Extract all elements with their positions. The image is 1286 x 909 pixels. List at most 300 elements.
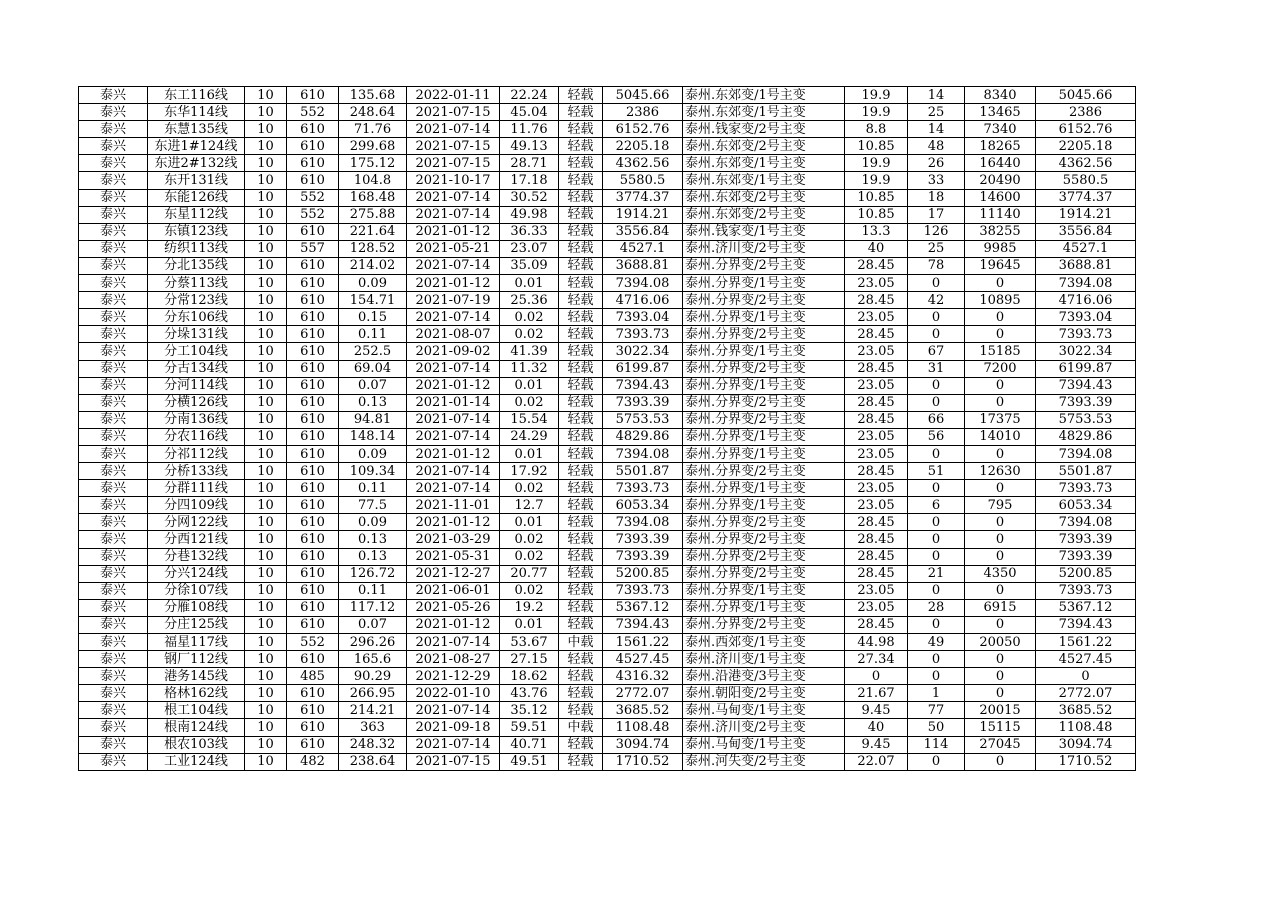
cell-county: 泰兴	[79, 326, 148, 343]
cell-voltage: 10	[245, 155, 287, 172]
cell-remaining-capacity: 7393.73	[1036, 480, 1136, 497]
cell-rated-capacity: 610	[287, 548, 339, 565]
cell-substation-transformer: 泰州.分界变/2号主变	[683, 394, 845, 411]
table-row	[79, 138, 1136, 155]
cell-user-capacity: 0	[965, 480, 1036, 497]
cell-substation-transformer: 泰州.马甸变/1号主变	[683, 736, 845, 753]
cell-line-name: 港务145线	[148, 668, 245, 685]
cell-max-load: 117.12	[339, 599, 407, 616]
cell-load-rate: 59.51	[500, 719, 559, 736]
cell-user-count: 25	[908, 104, 965, 121]
table-row	[79, 155, 1136, 172]
cell-remaining-capacity: 3774.37	[1036, 189, 1136, 206]
cell-load-rate: 0.02	[500, 309, 559, 326]
cell-available-capacity: 7394.08	[603, 445, 683, 462]
cell-max-load: 275.88	[339, 206, 407, 223]
cell-remaining-capacity: 7394.43	[1036, 616, 1136, 633]
cell-user-capacity: 12630	[965, 463, 1036, 480]
cell-load-rate: 40.71	[500, 736, 559, 753]
cell-line-name: 分西121线	[148, 531, 245, 548]
cell-load-rate: 28.71	[500, 155, 559, 172]
cell-county: 泰兴	[79, 685, 148, 702]
table-row	[79, 104, 1136, 121]
cell-max-load: 0.09	[339, 445, 407, 462]
cell-load-rate: 25.36	[500, 292, 559, 309]
cell-load-status: 轻载	[559, 172, 603, 189]
cell-user-count: 14	[908, 87, 965, 104]
cell-rated-capacity: 610	[287, 599, 339, 616]
cell-user-capacity: 13465	[965, 104, 1036, 121]
cell-line-name: 东工116线	[148, 87, 245, 104]
cell-line-name: 根农103线	[148, 736, 245, 753]
cell-peak-date: 2021-07-14	[407, 411, 500, 428]
cell-line-name: 分四109线	[148, 497, 245, 514]
cell-max-load: 0.11	[339, 326, 407, 343]
cell-load-rate: 30.52	[500, 189, 559, 206]
cell-remaining-capacity: 7393.04	[1036, 309, 1136, 326]
cell-rated-capacity: 557	[287, 240, 339, 257]
cell-rated-capacity: 610	[287, 87, 339, 104]
cell-user-capacity: 8340	[965, 87, 1036, 104]
cell-remaining-capacity: 7394.08	[1036, 514, 1136, 531]
cell-county: 泰兴	[79, 189, 148, 206]
cell-peak-date: 2021-07-14	[407, 463, 500, 480]
cell-substation-transformer: 泰州.分界变/1号主变	[683, 599, 845, 616]
cell-load-status: 轻载	[559, 548, 603, 565]
cell-peak-date: 2021-03-29	[407, 531, 500, 548]
cell-substation-transformer: 泰州.分界变/1号主变	[683, 582, 845, 599]
cell-load-status: 轻载	[559, 189, 603, 206]
cell-available-capacity: 1914.21	[603, 206, 683, 223]
cell-peak-date: 2021-07-15	[407, 753, 500, 770]
cell-peak-date: 2021-11-01	[407, 497, 500, 514]
cell-county: 泰兴	[79, 599, 148, 616]
cell-user-capacity: 0	[965, 685, 1036, 702]
cell-substation-transformer: 泰州.分界变/1号主变	[683, 343, 845, 360]
cell-max-load: 0.07	[339, 377, 407, 394]
cell-load-rate: 0.02	[500, 326, 559, 343]
cell-available-capacity: 5501.87	[603, 463, 683, 480]
cell-user-count: 0	[908, 514, 965, 531]
cell-transformer-load-rate: 9.45	[845, 736, 908, 753]
cell-transformer-load-rate: 40	[845, 240, 908, 257]
cell-line-name: 东星112线	[148, 206, 245, 223]
cell-user-count: 48	[908, 138, 965, 155]
cell-rated-capacity: 610	[287, 343, 339, 360]
cell-rated-capacity: 610	[287, 155, 339, 172]
cell-max-load: 0.13	[339, 548, 407, 565]
cell-user-count: 1	[908, 685, 965, 702]
cell-load-status: 轻载	[559, 326, 603, 343]
cell-county: 泰兴	[79, 155, 148, 172]
cell-max-load: 0.15	[339, 309, 407, 326]
cell-available-capacity: 6053.34	[603, 497, 683, 514]
cell-county: 泰兴	[79, 514, 148, 531]
cell-user-count: 56	[908, 428, 965, 445]
cell-transformer-load-rate: 28.45	[845, 360, 908, 377]
cell-line-name: 分巷132线	[148, 548, 245, 565]
table-row	[79, 685, 1136, 702]
cell-max-load: 168.48	[339, 189, 407, 206]
cell-remaining-capacity: 1108.48	[1036, 719, 1136, 736]
cell-remaining-capacity: 5200.85	[1036, 565, 1136, 582]
cell-rated-capacity: 552	[287, 104, 339, 121]
cell-line-name: 分东106线	[148, 309, 245, 326]
cell-load-rate: 23.07	[500, 240, 559, 257]
cell-load-status: 轻载	[559, 702, 603, 719]
cell-user-count: 50	[908, 719, 965, 736]
cell-voltage: 10	[245, 189, 287, 206]
cell-available-capacity: 2386	[603, 104, 683, 121]
cell-substation-transformer: 泰州.分界变/2号主变	[683, 257, 845, 274]
cell-substation-transformer: 泰州.分界变/2号主变	[683, 548, 845, 565]
cell-user-count: 21	[908, 565, 965, 582]
cell-transformer-load-rate: 13.3	[845, 223, 908, 240]
cell-county: 泰兴	[79, 87, 148, 104]
cell-remaining-capacity: 6053.34	[1036, 497, 1136, 514]
cell-load-status: 轻载	[559, 411, 603, 428]
cell-substation-transformer: 泰州.朝阳变/2号主变	[683, 685, 845, 702]
cell-county: 泰兴	[79, 223, 148, 240]
cell-rated-capacity: 610	[287, 445, 339, 462]
cell-rated-capacity: 610	[287, 360, 339, 377]
table-row	[79, 309, 1136, 326]
cell-load-rate: 0.02	[500, 531, 559, 548]
cell-rated-capacity: 610	[287, 736, 339, 753]
cell-rated-capacity: 552	[287, 189, 339, 206]
cell-user-capacity: 20015	[965, 702, 1036, 719]
cell-load-rate: 35.12	[500, 702, 559, 719]
cell-voltage: 10	[245, 275, 287, 292]
cell-substation-transformer: 泰州.东郊变/2号主变	[683, 138, 845, 155]
cell-voltage: 10	[245, 104, 287, 121]
cell-remaining-capacity: 4362.56	[1036, 155, 1136, 172]
cell-county: 泰兴	[79, 257, 148, 274]
cell-user-capacity: 0	[965, 309, 1036, 326]
cell-load-rate: 49.51	[500, 753, 559, 770]
cell-remaining-capacity: 1710.52	[1036, 753, 1136, 770]
table-row	[79, 257, 1136, 274]
cell-max-load: 296.26	[339, 634, 407, 651]
cell-rated-capacity: 610	[287, 497, 339, 514]
cell-user-capacity: 0	[965, 531, 1036, 548]
cell-substation-transformer: 泰州.分界变/2号主变	[683, 360, 845, 377]
cell-max-load: 0.13	[339, 394, 407, 411]
cell-voltage: 10	[245, 480, 287, 497]
cell-available-capacity: 7393.39	[603, 531, 683, 548]
cell-voltage: 10	[245, 514, 287, 531]
cell-load-status: 轻载	[559, 668, 603, 685]
cell-max-load: 252.5	[339, 343, 407, 360]
cell-voltage: 10	[245, 719, 287, 736]
cell-available-capacity: 3688.81	[603, 257, 683, 274]
cell-substation-transformer: 泰州.分界变/2号主变	[683, 531, 845, 548]
cell-remaining-capacity: 3685.52	[1036, 702, 1136, 719]
cell-max-load: 0.11	[339, 480, 407, 497]
cell-user-count: 0	[908, 548, 965, 565]
cell-load-status: 轻载	[559, 514, 603, 531]
cell-peak-date: 2021-07-14	[407, 634, 500, 651]
cell-line-name: 东华114线	[148, 104, 245, 121]
cell-line-name: 分群111线	[148, 480, 245, 497]
cell-user-capacity: 0	[965, 753, 1036, 770]
cell-user-count: 78	[908, 257, 965, 274]
cell-max-load: 71.76	[339, 121, 407, 138]
cell-load-rate: 0.02	[500, 548, 559, 565]
cell-user-count: 0	[908, 394, 965, 411]
cell-transformer-load-rate: 23.05	[845, 497, 908, 514]
cell-rated-capacity: 610	[287, 377, 339, 394]
cell-available-capacity: 3022.34	[603, 343, 683, 360]
table-row	[79, 377, 1136, 394]
cell-rated-capacity: 610	[287, 292, 339, 309]
cell-line-name: 东开131线	[148, 172, 245, 189]
cell-user-count: 0	[908, 668, 965, 685]
cell-max-load: 77.5	[339, 497, 407, 514]
cell-user-count: 28	[908, 599, 965, 616]
cell-user-count: 0	[908, 326, 965, 343]
cell-voltage: 10	[245, 702, 287, 719]
cell-line-name: 分农116线	[148, 428, 245, 445]
cell-user-count: 0	[908, 753, 965, 770]
cell-user-capacity: 4350	[965, 565, 1036, 582]
cell-user-count: 31	[908, 360, 965, 377]
cell-county: 泰兴	[79, 531, 148, 548]
cell-line-name: 分河114线	[148, 377, 245, 394]
cell-rated-capacity: 610	[287, 223, 339, 240]
cell-load-status: 轻载	[559, 206, 603, 223]
cell-load-status: 轻载	[559, 155, 603, 172]
cell-load-status: 轻载	[559, 651, 603, 668]
cell-available-capacity: 6152.76	[603, 121, 683, 138]
cell-voltage: 10	[245, 428, 287, 445]
cell-load-status: 轻载	[559, 360, 603, 377]
cell-user-capacity: 11140	[965, 206, 1036, 223]
cell-user-capacity: 6915	[965, 599, 1036, 616]
cell-load-rate: 49.13	[500, 138, 559, 155]
cell-rated-capacity: 610	[287, 326, 339, 343]
table-row	[79, 651, 1136, 668]
cell-user-capacity: 0	[965, 582, 1036, 599]
cell-substation-transformer: 泰州.西郊变/1号主变	[683, 634, 845, 651]
cell-available-capacity: 4316.32	[603, 668, 683, 685]
cell-available-capacity: 6199.87	[603, 360, 683, 377]
cell-load-status: 轻载	[559, 343, 603, 360]
cell-max-load: 299.68	[339, 138, 407, 155]
table-row	[79, 753, 1136, 770]
cell-load-status: 轻载	[559, 292, 603, 309]
cell-line-name: 分桥133线	[148, 463, 245, 480]
table-row	[79, 343, 1136, 360]
cell-load-rate: 49.98	[500, 206, 559, 223]
cell-voltage: 10	[245, 326, 287, 343]
table-row	[79, 599, 1136, 616]
cell-voltage: 10	[245, 172, 287, 189]
cell-load-rate: 17.18	[500, 172, 559, 189]
cell-substation-transformer: 泰州.济川变/2号主变	[683, 240, 845, 257]
cell-voltage: 10	[245, 206, 287, 223]
cell-transformer-load-rate: 28.45	[845, 548, 908, 565]
cell-line-name: 东慧135线	[148, 121, 245, 138]
cell-available-capacity: 7393.73	[603, 326, 683, 343]
cell-max-load: 109.34	[339, 463, 407, 480]
cell-substation-transformer: 泰州.东郊变/1号主变	[683, 104, 845, 121]
cell-peak-date: 2022-01-10	[407, 685, 500, 702]
cell-load-rate: 41.39	[500, 343, 559, 360]
cell-remaining-capacity: 7393.39	[1036, 548, 1136, 565]
table-row	[79, 206, 1136, 223]
cell-max-load: 266.95	[339, 685, 407, 702]
cell-county: 泰兴	[79, 480, 148, 497]
cell-max-load: 128.52	[339, 240, 407, 257]
cell-user-count: 0	[908, 377, 965, 394]
cell-voltage: 10	[245, 753, 287, 770]
cell-transformer-load-rate: 0	[845, 668, 908, 685]
table-row	[79, 121, 1136, 138]
cell-voltage: 10	[245, 240, 287, 257]
cell-substation-transformer: 泰州.钱家变/2号主变	[683, 121, 845, 138]
cell-county: 泰兴	[79, 138, 148, 155]
cell-voltage: 10	[245, 360, 287, 377]
cell-available-capacity: 7394.08	[603, 275, 683, 292]
cell-remaining-capacity: 7393.73	[1036, 326, 1136, 343]
table-row	[79, 497, 1136, 514]
cell-load-status: 轻载	[559, 394, 603, 411]
cell-remaining-capacity: 3022.34	[1036, 343, 1136, 360]
cell-rated-capacity: 610	[287, 463, 339, 480]
cell-transformer-load-rate: 23.05	[845, 309, 908, 326]
cell-substation-transformer: 泰州.分界变/2号主变	[683, 616, 845, 633]
cell-transformer-load-rate: 19.9	[845, 104, 908, 121]
cell-county: 泰兴	[79, 497, 148, 514]
cell-transformer-load-rate: 28.45	[845, 531, 908, 548]
cell-available-capacity: 1561.22	[603, 634, 683, 651]
cell-remaining-capacity: 5501.87	[1036, 463, 1136, 480]
cell-transformer-load-rate: 23.05	[845, 428, 908, 445]
cell-load-status: 轻载	[559, 685, 603, 702]
cell-substation-transformer: 泰州.分界变/2号主变	[683, 411, 845, 428]
cell-user-capacity: 20490	[965, 172, 1036, 189]
cell-user-capacity: 18265	[965, 138, 1036, 155]
cell-county: 泰兴	[79, 121, 148, 138]
cell-voltage: 10	[245, 87, 287, 104]
table-row	[79, 428, 1136, 445]
cell-county: 泰兴	[79, 668, 148, 685]
cell-available-capacity: 7394.43	[603, 377, 683, 394]
cell-load-status: 轻载	[559, 445, 603, 462]
table-row	[79, 326, 1136, 343]
cell-load-status: 轻载	[559, 736, 603, 753]
table-row	[79, 634, 1136, 651]
cell-user-count: 49	[908, 634, 965, 651]
cell-rated-capacity: 610	[287, 651, 339, 668]
cell-substation-transformer: 泰州.分界变/1号主变	[683, 497, 845, 514]
cell-user-capacity: 7200	[965, 360, 1036, 377]
cell-available-capacity: 1710.52	[603, 753, 683, 770]
cell-peak-date: 2021-05-31	[407, 548, 500, 565]
cell-substation-transformer: 泰州.分界变/2号主变	[683, 514, 845, 531]
cell-available-capacity: 3774.37	[603, 189, 683, 206]
cell-rated-capacity: 610	[287, 565, 339, 582]
cell-remaining-capacity: 7394.43	[1036, 377, 1136, 394]
cell-load-rate: 0.02	[500, 480, 559, 497]
cell-county: 泰兴	[79, 736, 148, 753]
cell-user-capacity: 0	[965, 394, 1036, 411]
cell-transformer-load-rate: 9.45	[845, 702, 908, 719]
cell-peak-date: 2021-12-27	[407, 565, 500, 582]
cell-load-rate: 22.24	[500, 87, 559, 104]
cell-user-capacity: 0	[965, 616, 1036, 633]
cell-user-count: 14	[908, 121, 965, 138]
cell-rated-capacity: 552	[287, 206, 339, 223]
cell-line-name: 分庄125线	[148, 616, 245, 633]
cell-transformer-load-rate: 28.45	[845, 411, 908, 428]
cell-line-name: 分雁108线	[148, 599, 245, 616]
cell-load-status: 轻载	[559, 599, 603, 616]
cell-county: 泰兴	[79, 292, 148, 309]
table-row	[79, 172, 1136, 189]
cell-user-capacity: 20050	[965, 634, 1036, 651]
cell-max-load: 69.04	[339, 360, 407, 377]
cell-load-status: 轻载	[559, 240, 603, 257]
cell-substation-transformer: 泰州.分界变/1号主变	[683, 377, 845, 394]
cell-transformer-load-rate: 21.67	[845, 685, 908, 702]
cell-rated-capacity: 482	[287, 753, 339, 770]
cell-load-rate: 45.04	[500, 104, 559, 121]
cell-line-name: 分兴124线	[148, 565, 245, 582]
data-table	[78, 86, 1136, 771]
cell-remaining-capacity: 5367.12	[1036, 599, 1136, 616]
cell-user-count: 42	[908, 292, 965, 309]
cell-peak-date: 2021-01-14	[407, 394, 500, 411]
cell-county: 泰兴	[79, 309, 148, 326]
cell-voltage: 10	[245, 445, 287, 462]
cell-rated-capacity: 610	[287, 121, 339, 138]
cell-available-capacity: 2772.07	[603, 685, 683, 702]
cell-rated-capacity: 610	[287, 138, 339, 155]
cell-remaining-capacity: 0	[1036, 668, 1136, 685]
cell-substation-transformer: 泰州.分界变/2号主变	[683, 565, 845, 582]
cell-substation-transformer: 泰州.河失变/2号主变	[683, 753, 845, 770]
cell-line-name: 分工104线	[148, 343, 245, 360]
cell-peak-date: 2021-07-14	[407, 121, 500, 138]
cell-remaining-capacity: 5045.66	[1036, 87, 1136, 104]
cell-substation-transformer: 泰州.马甸变/1号主变	[683, 702, 845, 719]
cell-transformer-load-rate: 23.05	[845, 445, 908, 462]
cell-county: 泰兴	[79, 634, 148, 651]
cell-peak-date: 2021-08-07	[407, 326, 500, 343]
cell-user-capacity: 19645	[965, 257, 1036, 274]
cell-user-capacity: 15185	[965, 343, 1036, 360]
cell-max-load: 0.07	[339, 616, 407, 633]
cell-load-status: 轻载	[559, 480, 603, 497]
cell-max-load: 363	[339, 719, 407, 736]
cell-substation-transformer: 泰州.东郊变/2号主变	[683, 206, 845, 223]
cell-county: 泰兴	[79, 275, 148, 292]
cell-line-name: 东能126线	[148, 189, 245, 206]
cell-county: 泰兴	[79, 377, 148, 394]
cell-county: 泰兴	[79, 428, 148, 445]
cell-remaining-capacity: 7394.08	[1036, 275, 1136, 292]
cell-county: 泰兴	[79, 616, 148, 633]
cell-load-rate: 0.01	[500, 616, 559, 633]
table-row	[79, 223, 1136, 240]
cell-load-status: 轻载	[559, 753, 603, 770]
cell-transformer-load-rate: 23.05	[845, 343, 908, 360]
cell-user-count: 0	[908, 616, 965, 633]
cell-load-status: 轻载	[559, 309, 603, 326]
cell-substation-transformer: 泰州.分界变/2号主变	[683, 463, 845, 480]
